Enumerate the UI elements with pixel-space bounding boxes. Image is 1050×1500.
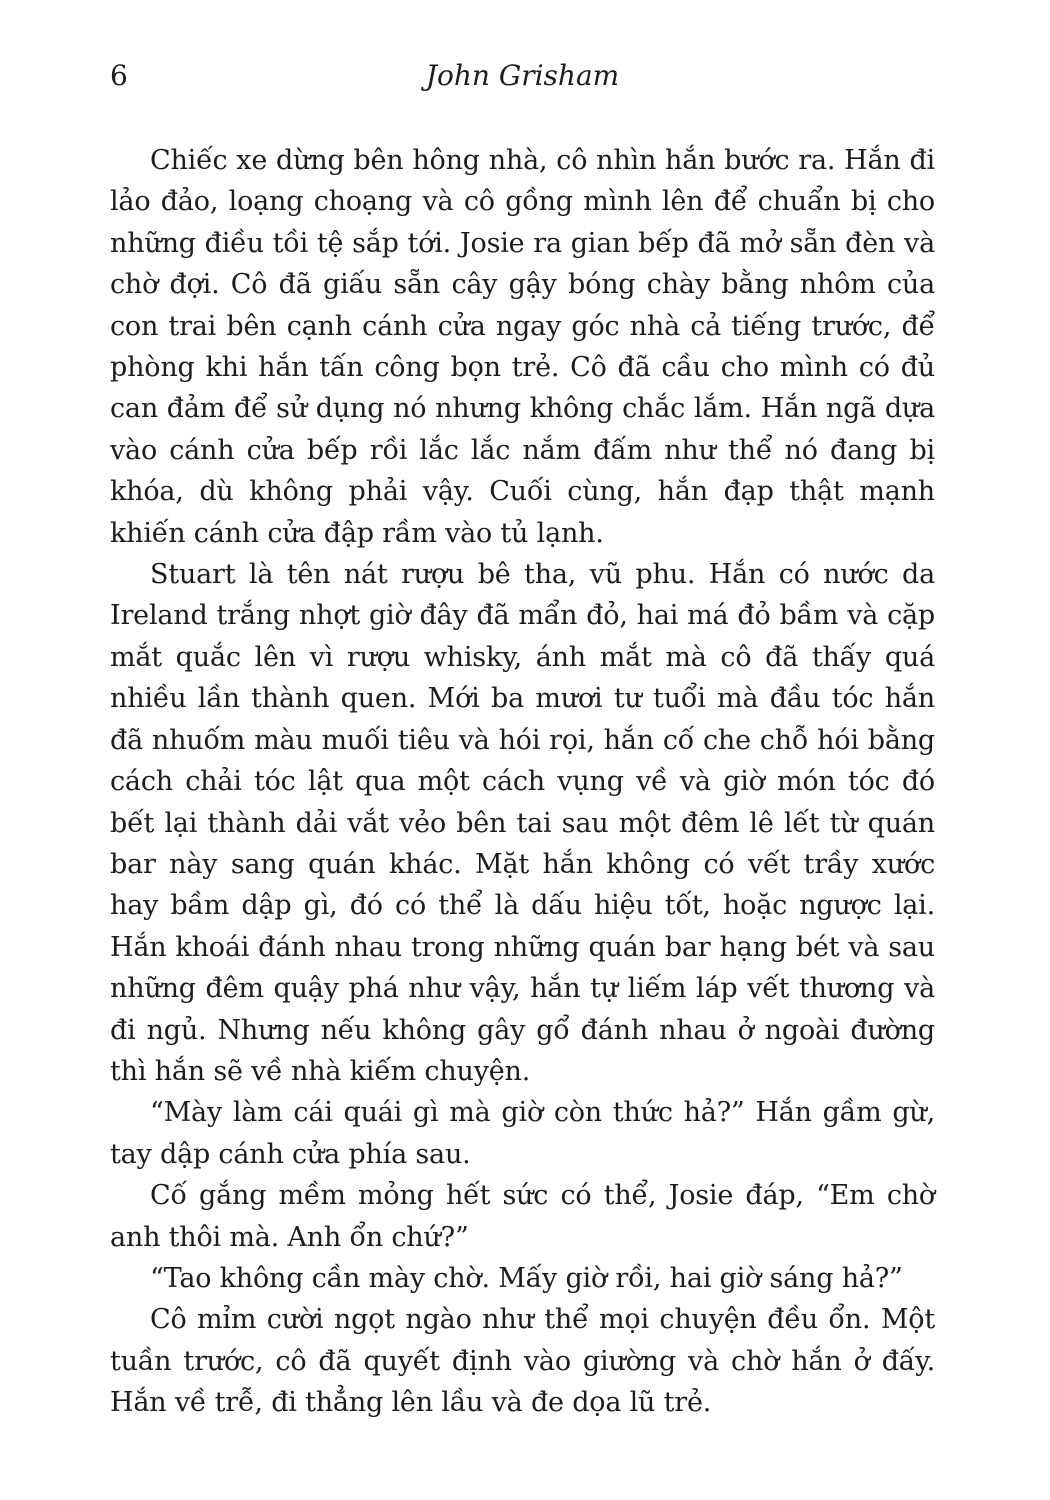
page-body xyxy=(110,140,935,1424)
body-paragraph: “Tao không cần mày chờ. Mấy giờ rồi, hai giờ sáng hả?” xyxy=(150,1262,903,1294)
running-header-title: John Grisham xyxy=(425,59,620,92)
body-paragraph: Stuart là tên nát rượu bê tha, vũ phu. Hắn có nước da Ireland trắng nhợt giờ đây đã mẩn đỏ, hai má đỏ bầm và cặp mắt quắc lên vì rượu whisky, ánh mắt mà cô đã thấy quá nhiều lần thành quen. Mới ba mươi tư tuổi mà đầu tóc hắn đã nhuốm màu muối tiêu và hói rọi, hắn cố che chỗ hói bằng cách chải tóc lật qua một cách vụng về và giờ món tóc đó bết lại thành dải vắt vẻo bên tai sau một đêm lê lết từ quán bar này sang quán khác. Mặt hắn không có vết trầy xước hay bầm dập gì, đó có thể là dấu hiệu tốt, hoặc ngược lại. Hắn khoái đánh nhau trong những quán bar hạng bét và sau những đêm quậy phá như vậy, hắn tự liếm láp vết thương và đi ngủ. Nhưng nếu không gây gổ đánh nhau ở ngoài đường thì hắn sẽ về nhà kiếm chuyện. xyxy=(110,559,935,1087)
body-paragraph: “Mày làm cái quái gì mà giờ còn thức hả?” Hắn gầm gừ, tay dập cánh cửa phía sau. xyxy=(110,1097,935,1170)
body-paragraph: Cố gắng mềm mỏng hết sức có thể, Josie đáp, “Em chờ anh thôi mà. Anh ổn chứ?” xyxy=(110,1180,935,1253)
page-number: 6 xyxy=(110,59,129,92)
body-paragraph: Cô mỉm cười ngọt ngào như thể mọi chuyện đều ổn. Một tuần trước, cô đã quyết định vào giường và chờ hắn ở đấy. Hắn về trễ, đi thẳng lên lầu và đe dọa lũ trẻ. xyxy=(110,1304,935,1419)
body-paragraph: Chiếc xe dừng bên hông nhà, cô nhìn hắn bước ra. Hắn đi lảo đảo, loạng choạng và cô gồng mình lên để chuẩn bị cho những điều tồi tệ sắp tới. Josie ra gian bếp đã mở sẵn đèn và chờ đợi. Cô đã giấu sẵn cây gậy bóng chày bằng nhôm của con trai bên cạnh cánh cửa ngay góc nhà cả tiếng trước, để phòng khi hắn tấn công bọn trẻ. Cô đã cầu cho mình có đủ can đảm để sử dụng nó nhưng không chắc lắm. Hắn ngã dựa vào cánh cửa bếp rồi lắc lắc nắm đấm như thể nó đang bị khóa, dù không phải vậy. Cuối cùng, hắn đạp thật mạnh khiến cánh cửa đập rầm vào tủ lạnh. xyxy=(110,145,935,549)
running-header xyxy=(110,58,935,94)
